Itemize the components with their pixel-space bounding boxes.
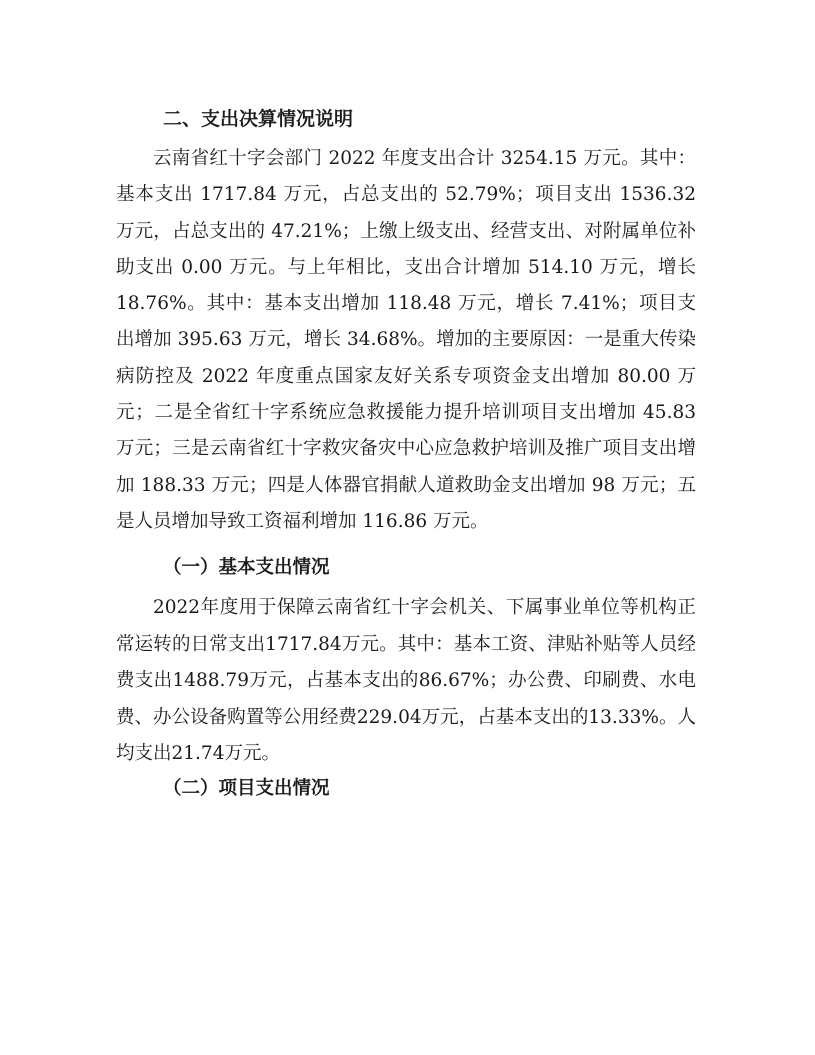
section-heading: 二、支出决算情况说明	[163, 108, 354, 130]
basic-expenditure-heading: （一）基本支出情况	[163, 557, 330, 578]
basic-expenditure-paragraph: 2022年度用于保障云南省红十字会机关、下属事业单位等机构正常运转的日常支出1717.84万元。其中：基本工资、津贴补贴等人员经费支出1488.79万元，占基本支出的86.67%；办公费、印刷费、水电费、办公设备购置等公用经费229.04万元，占基本支出的13.33%。人均支出21.74万元。	[116, 597, 696, 764]
expenditure-summary-paragraph: 云南省红十字会部门 2022 年度支出合计 3254.15 万元。其中：基本支出 1717.84 万元，占总支出的 52.79%；项目支出 1536.32 万元，占总支出的 47.21%；上缴上级支出、经营支出、对附属单位补助支出 0.00 万元。与上年相比，支出合计增加 514.10 万元，增长 18.76%。其中：基本支出增加 118.48 万元，增长 7.41%；项目支出增加 395.63 万元，增长 34.68%。增加的主要原因：一是重大传染病防控及 2022 年度重点国家友好关系专项资金支出增加 80.00 万元；二是全省红十字系统应急救援能力提升培训项目支出增加 45.83 万元；三是云南省红十字救灾备灾中心应急救护培训及推广项目支出增加 188.33 万元；四是人体器官捐献人道救助金支出增加 98 万元；五是人员增加导致工资福利增加 116.86 万元。	[116, 148, 696, 532]
project-expenditure-heading: （二）项目支出情况	[163, 778, 330, 799]
